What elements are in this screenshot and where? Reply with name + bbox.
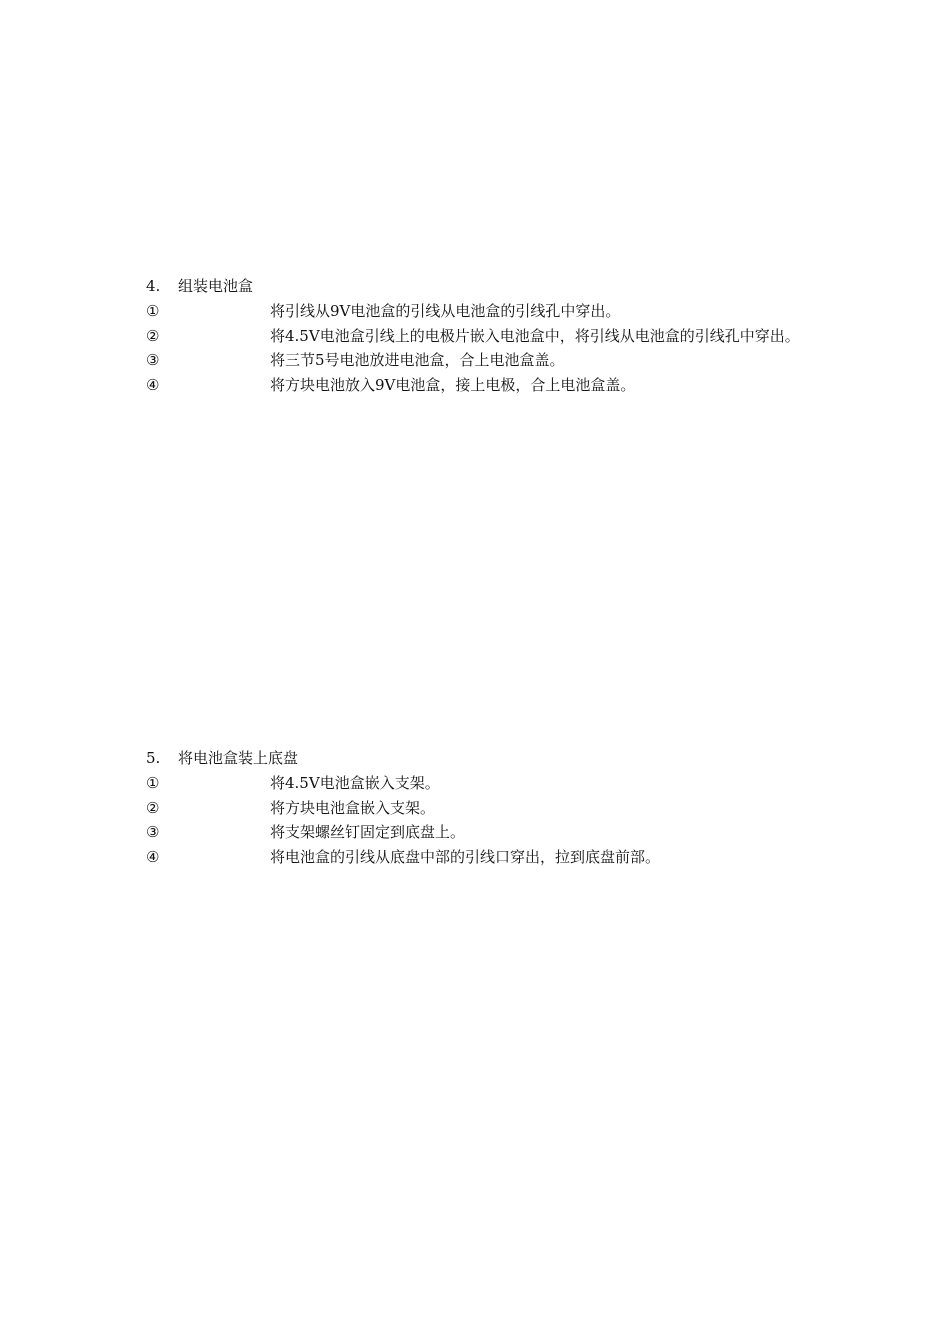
step-marker: ③ (146, 351, 160, 369)
step-text: 将引线从9V电池盒的引线从电池盒的引线孔中穿出。 (270, 302, 621, 320)
section-number: 4. (146, 277, 161, 295)
step-marker: ④ (146, 847, 160, 866)
step-item (146, 796, 826, 821)
step-marker: ① (146, 774, 160, 792)
step-item (146, 845, 826, 870)
step-item (146, 348, 826, 373)
section-heading (146, 274, 826, 299)
step-item (146, 324, 826, 349)
section-mount-battery-box (146, 746, 826, 869)
step-marker: ④ (146, 375, 160, 394)
step-item (146, 771, 826, 796)
step-text: 将三节5号电池放进电池盒，合上电池盒盖。 (270, 351, 565, 369)
section-assemble-battery-box (146, 274, 826, 397)
section-heading (146, 746, 826, 771)
section-number: 5. (146, 749, 161, 767)
step-item (146, 373, 826, 398)
step-marker: ③ (146, 823, 160, 841)
step-text: 将4.5V电池盒引线上的电极片嵌入电池盒中，将引线从电池盒的引线孔中穿出。 (270, 326, 800, 345)
step-text: 将方块电池放入9V电池盒，接上电极，合上电池盒盖。 (270, 375, 636, 394)
section-title: 将电池盒装上底盘 (178, 749, 299, 767)
step-text: 将支架螺丝钉固定到底盘上。 (270, 823, 466, 841)
step-text: 将电池盒的引线从底盘中部的引线口穿出，拉到底盘前部。 (270, 847, 661, 866)
step-marker: ① (146, 302, 160, 320)
step-item (146, 299, 826, 324)
step-marker: ② (146, 798, 160, 817)
step-text: 将方块电池盒嵌入支架。 (270, 798, 436, 817)
step-item (146, 820, 826, 845)
section-title: 组装电池盒 (178, 277, 254, 295)
step-marker: ② (146, 326, 160, 345)
step-text: 将4.5V电池盒嵌入支架。 (270, 774, 440, 792)
